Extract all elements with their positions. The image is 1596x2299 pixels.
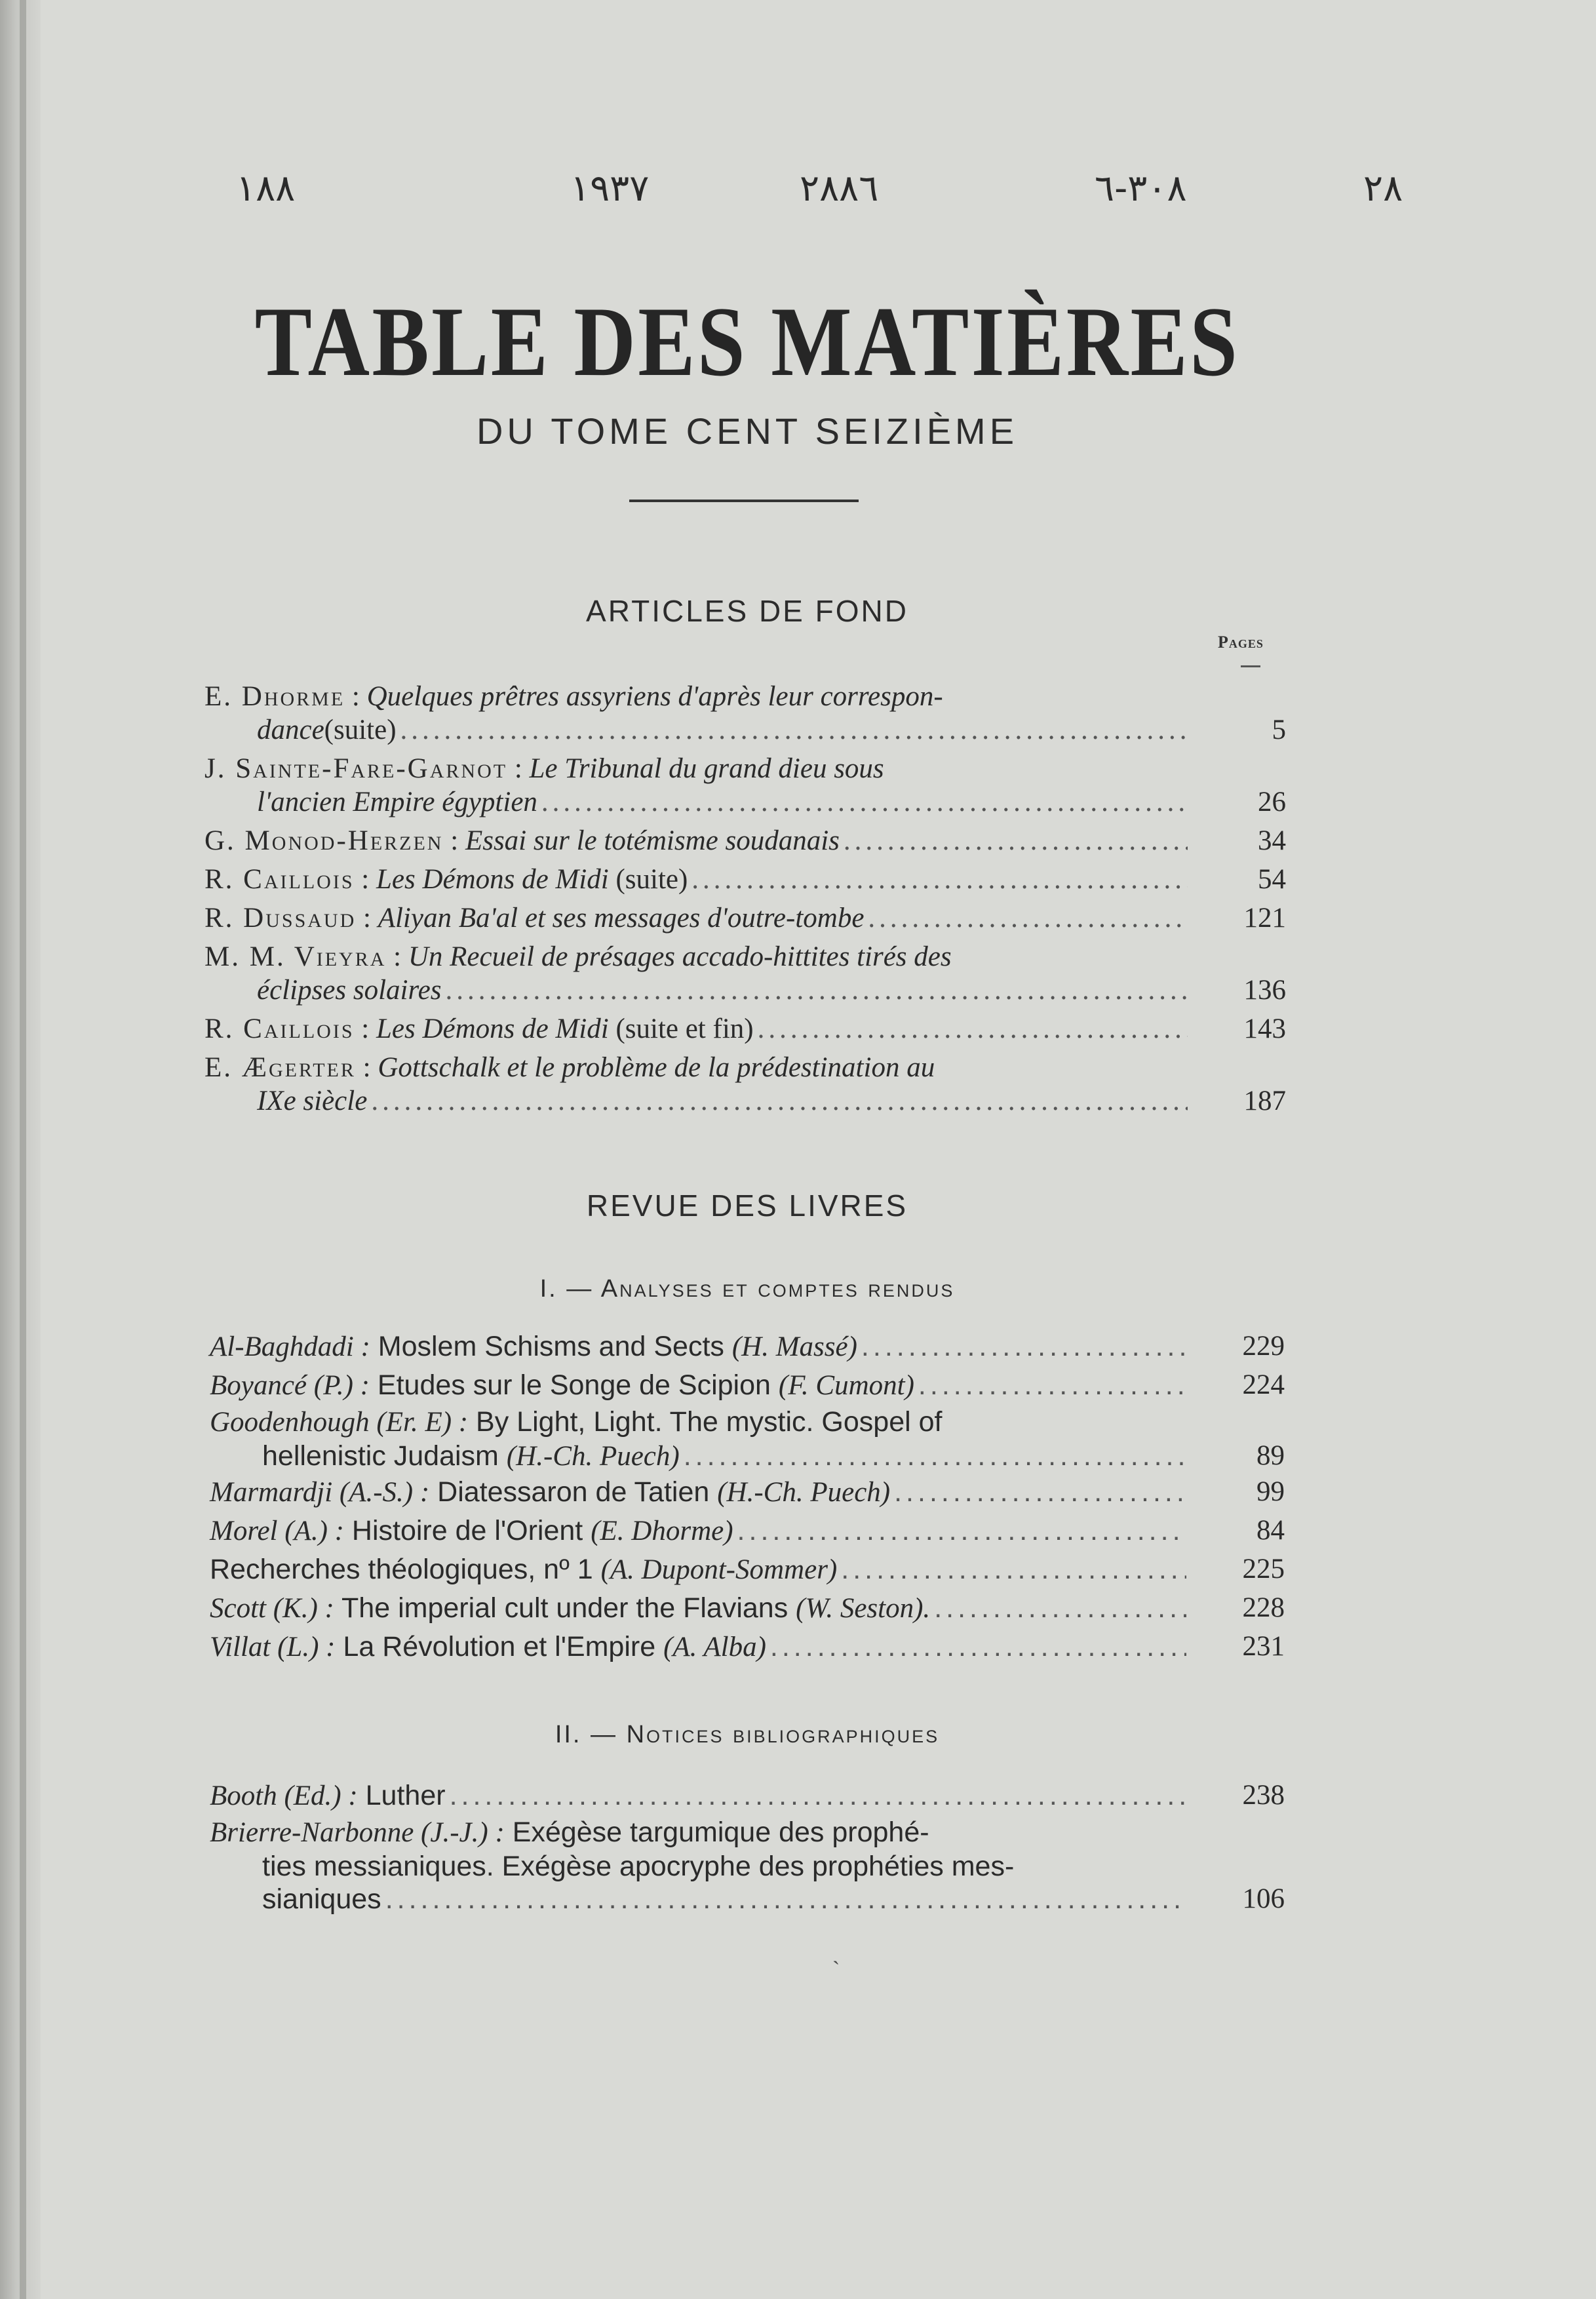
review-page: 225: [1242, 1554, 1285, 1584]
article-author: G. Monod-Herzen: [204, 825, 444, 856]
review-page: 99: [1256, 1476, 1285, 1507]
dot-leader: [381, 1883, 1186, 1916]
review-author: Goodenhough (Er. E) :: [210, 1407, 469, 1438]
article-page: 34: [1258, 825, 1286, 856]
review-reviewer: (H.-Ch. Puech): [717, 1477, 891, 1508]
review-work: La Révolution et l'Empire: [335, 1631, 664, 1662]
review-work: The imperial cult under the Flavians: [334, 1592, 796, 1624]
article-title: Quelques prêtres assyriens d'après leur correspon-: [366, 681, 943, 712]
notice-entry: [210, 1777, 1285, 1815]
handwritten-note: ١٩٣٧: [570, 167, 650, 210]
notices-list: [210, 1777, 1285, 1916]
review-page: 84: [1256, 1515, 1285, 1546]
article-entry: [204, 940, 1286, 1007]
notice-page: 106: [1242, 1883, 1285, 1914]
separator: :: [443, 825, 465, 856]
review-page: 229: [1242, 1331, 1285, 1362]
review-page: 89: [1256, 1440, 1285, 1471]
article-note: (suite): [324, 715, 397, 745]
handwritten-note: ١٨٨: [236, 167, 296, 210]
article-page: 136: [1243, 975, 1286, 1006]
dot-leader: [367, 1084, 1188, 1118]
review-work: Moslem Schisms and Sects: [370, 1331, 732, 1362]
article-entry: [204, 680, 1286, 747]
article-note: (suite et fin): [608, 1013, 754, 1044]
dot-leader: [446, 1777, 1186, 1815]
article-title-cont: dance: [257, 715, 324, 745]
separator: :: [354, 864, 376, 895]
review-page: 231: [1242, 1631, 1285, 1662]
pages-label-dash: [1241, 665, 1260, 667]
notice-entry: [210, 1815, 1285, 1916]
article-page: 26: [1258, 787, 1286, 817]
reviews-heading: REVUE DES LIVRES: [586, 1189, 908, 1223]
article-note: (suite): [608, 864, 688, 895]
page-subtitle: DU TOME CENT SEIZIÈME: [476, 410, 1019, 452]
separator: :: [386, 941, 408, 972]
review-author: Boyancé (P.) :: [210, 1370, 370, 1401]
article-page: 5: [1272, 715, 1286, 745]
article-author: R. Caillois: [204, 1013, 355, 1044]
articles-list: [204, 680, 1286, 1118]
article-author: J. Sainte-Fare-Garnot: [204, 753, 508, 784]
notices-heading: II. — Notices bibliographiques: [555, 1721, 940, 1748]
dot-leader: [733, 1512, 1186, 1550]
handwritten-note: ٢٨٨٦: [800, 167, 879, 210]
review-entry: [210, 1327, 1285, 1366]
review-reviewer: (W. Seston).: [796, 1593, 931, 1624]
article-title: Aliyan Ba'al et ses messages d'outre-tombe: [378, 903, 865, 933]
article-title-cont: éclipses solaires: [257, 975, 442, 1006]
article-title: Le Tribunal du grand dieu sous: [529, 753, 884, 784]
notice-work: Exégèse targumique des prophé-: [504, 1817, 929, 1848]
review-entry: [210, 1512, 1285, 1550]
review-work: Histoire de l'Orient: [343, 1515, 591, 1546]
article-title: Essai sur le totémisme soudanais: [465, 825, 840, 856]
handwritten-note: ٢٨: [1363, 167, 1403, 210]
article-title-cont: IXe siècle: [257, 1086, 368, 1116]
notice-work-cont: ties messianiques. Exégèse apocryphe des prophéties mes-: [262, 1851, 1015, 1882]
review-reviewer: (A. Alba): [663, 1632, 766, 1662]
article-page: 187: [1243, 1086, 1286, 1116]
dot-leader: [754, 1012, 1188, 1046]
review-reviewer: (H. Massé): [731, 1331, 857, 1362]
review-reviewer: (F. Cumont): [778, 1370, 914, 1401]
review-reviewer: (H.-Ch. Puech): [506, 1441, 680, 1472]
article-title: Gottschalk et le problème de la prédestination au: [378, 1052, 935, 1083]
notice-work: Luther: [357, 1780, 446, 1811]
articles-heading: ARTICLES DE FOND: [586, 594, 908, 628]
review-author: Marmardji (A.-S.) :: [210, 1477, 430, 1508]
analyses-heading: I. — Analyses et comptes rendus: [539, 1275, 955, 1303]
review-work: Recherches théologiques, nº 1: [210, 1554, 601, 1585]
review-entry: [210, 1628, 1285, 1666]
article-title-cont: l'ancien Empire égyptien: [257, 787, 537, 817]
review-reviewer: (A. Dupont-Sommer): [600, 1554, 838, 1585]
dot-leader: [857, 1327, 1186, 1366]
dot-leader: [688, 863, 1188, 896]
separator: :: [345, 681, 367, 712]
dot-leader: [890, 1473, 1186, 1512]
dot-leader: [914, 1366, 1186, 1405]
dot-leader: [840, 824, 1188, 857]
review-author: Al-Baghdadi :: [210, 1331, 370, 1362]
review-entry: [210, 1589, 1285, 1628]
dot-leader: [837, 1550, 1186, 1589]
review-author: Villat (L.) :: [210, 1632, 336, 1662]
article-title: Les Démons de Midi: [376, 864, 609, 895]
review-entry: [210, 1405, 1285, 1473]
separator: :: [356, 903, 378, 933]
page-title: TABLE DES MATIÈRES: [254, 286, 1240, 397]
review-page: 228: [1242, 1592, 1285, 1623]
notice-author: Brierre-Narbonne (J.-J.) :: [210, 1817, 505, 1848]
article-author: R. Caillois: [204, 864, 355, 895]
article-entry: [204, 752, 1286, 819]
article-page: 121: [1243, 903, 1286, 933]
article-page: 143: [1243, 1013, 1286, 1044]
article-title: Les Démons de Midi: [376, 1013, 609, 1044]
article-author: E. Dhorme: [204, 681, 345, 712]
separator: :: [355, 1052, 378, 1083]
dot-leader: [766, 1628, 1186, 1666]
notice-author: Booth (Ed.) :: [210, 1780, 358, 1811]
article-author: M. M. Vieyra: [204, 941, 387, 972]
notice-page: 238: [1242, 1780, 1285, 1811]
dot-leader: [397, 713, 1188, 747]
article-entry: [204, 1012, 1286, 1046]
article-page: 54: [1258, 864, 1286, 895]
review-author: Scott (K.) :: [210, 1593, 334, 1624]
review-work: Diatessaron de Tatien: [429, 1476, 718, 1508]
dot-leader: [441, 973, 1188, 1007]
article-author: R. Dussaud: [204, 903, 357, 933]
article-entry: [204, 824, 1286, 857]
article-entry: [204, 901, 1286, 935]
review-work: By Light, Light. The mystic. Gospel of: [468, 1406, 943, 1438]
review-entry: [210, 1366, 1285, 1405]
review-work: Etudes sur le Songe de Scipion: [369, 1369, 779, 1401]
pages-column-label: Pages: [1218, 633, 1264, 652]
review-entry: [210, 1550, 1285, 1589]
article-title: Un Recueil de présages accado-hittites tirés des: [408, 941, 952, 972]
review-author: Morel (A.) :: [210, 1516, 344, 1546]
analyses-list: [210, 1327, 1285, 1666]
handwritten-note: ٣٠٨-٦: [1095, 167, 1187, 210]
article-entry: [204, 863, 1286, 896]
separator: :: [507, 753, 530, 784]
handwritten-catalog-notes: [223, 167, 1468, 233]
review-entry: [210, 1473, 1285, 1512]
article-author: E. Ægerter: [204, 1052, 356, 1083]
pencil-tick-mark: ˏ: [832, 1939, 840, 1965]
dot-leader: [537, 785, 1188, 819]
dot-leader: [930, 1589, 1186, 1628]
notice-work-cont: sianiques: [262, 1883, 381, 1915]
separator: :: [354, 1013, 376, 1044]
review-reviewer: (E. Dhorme): [591, 1516, 733, 1546]
review-work-cont: hellenistic Judaism: [262, 1440, 507, 1472]
review-page: 224: [1242, 1369, 1285, 1400]
dot-leader: [864, 901, 1188, 935]
title-divider: [629, 500, 859, 502]
dot-leader: [680, 1440, 1186, 1473]
article-entry: [204, 1051, 1286, 1118]
